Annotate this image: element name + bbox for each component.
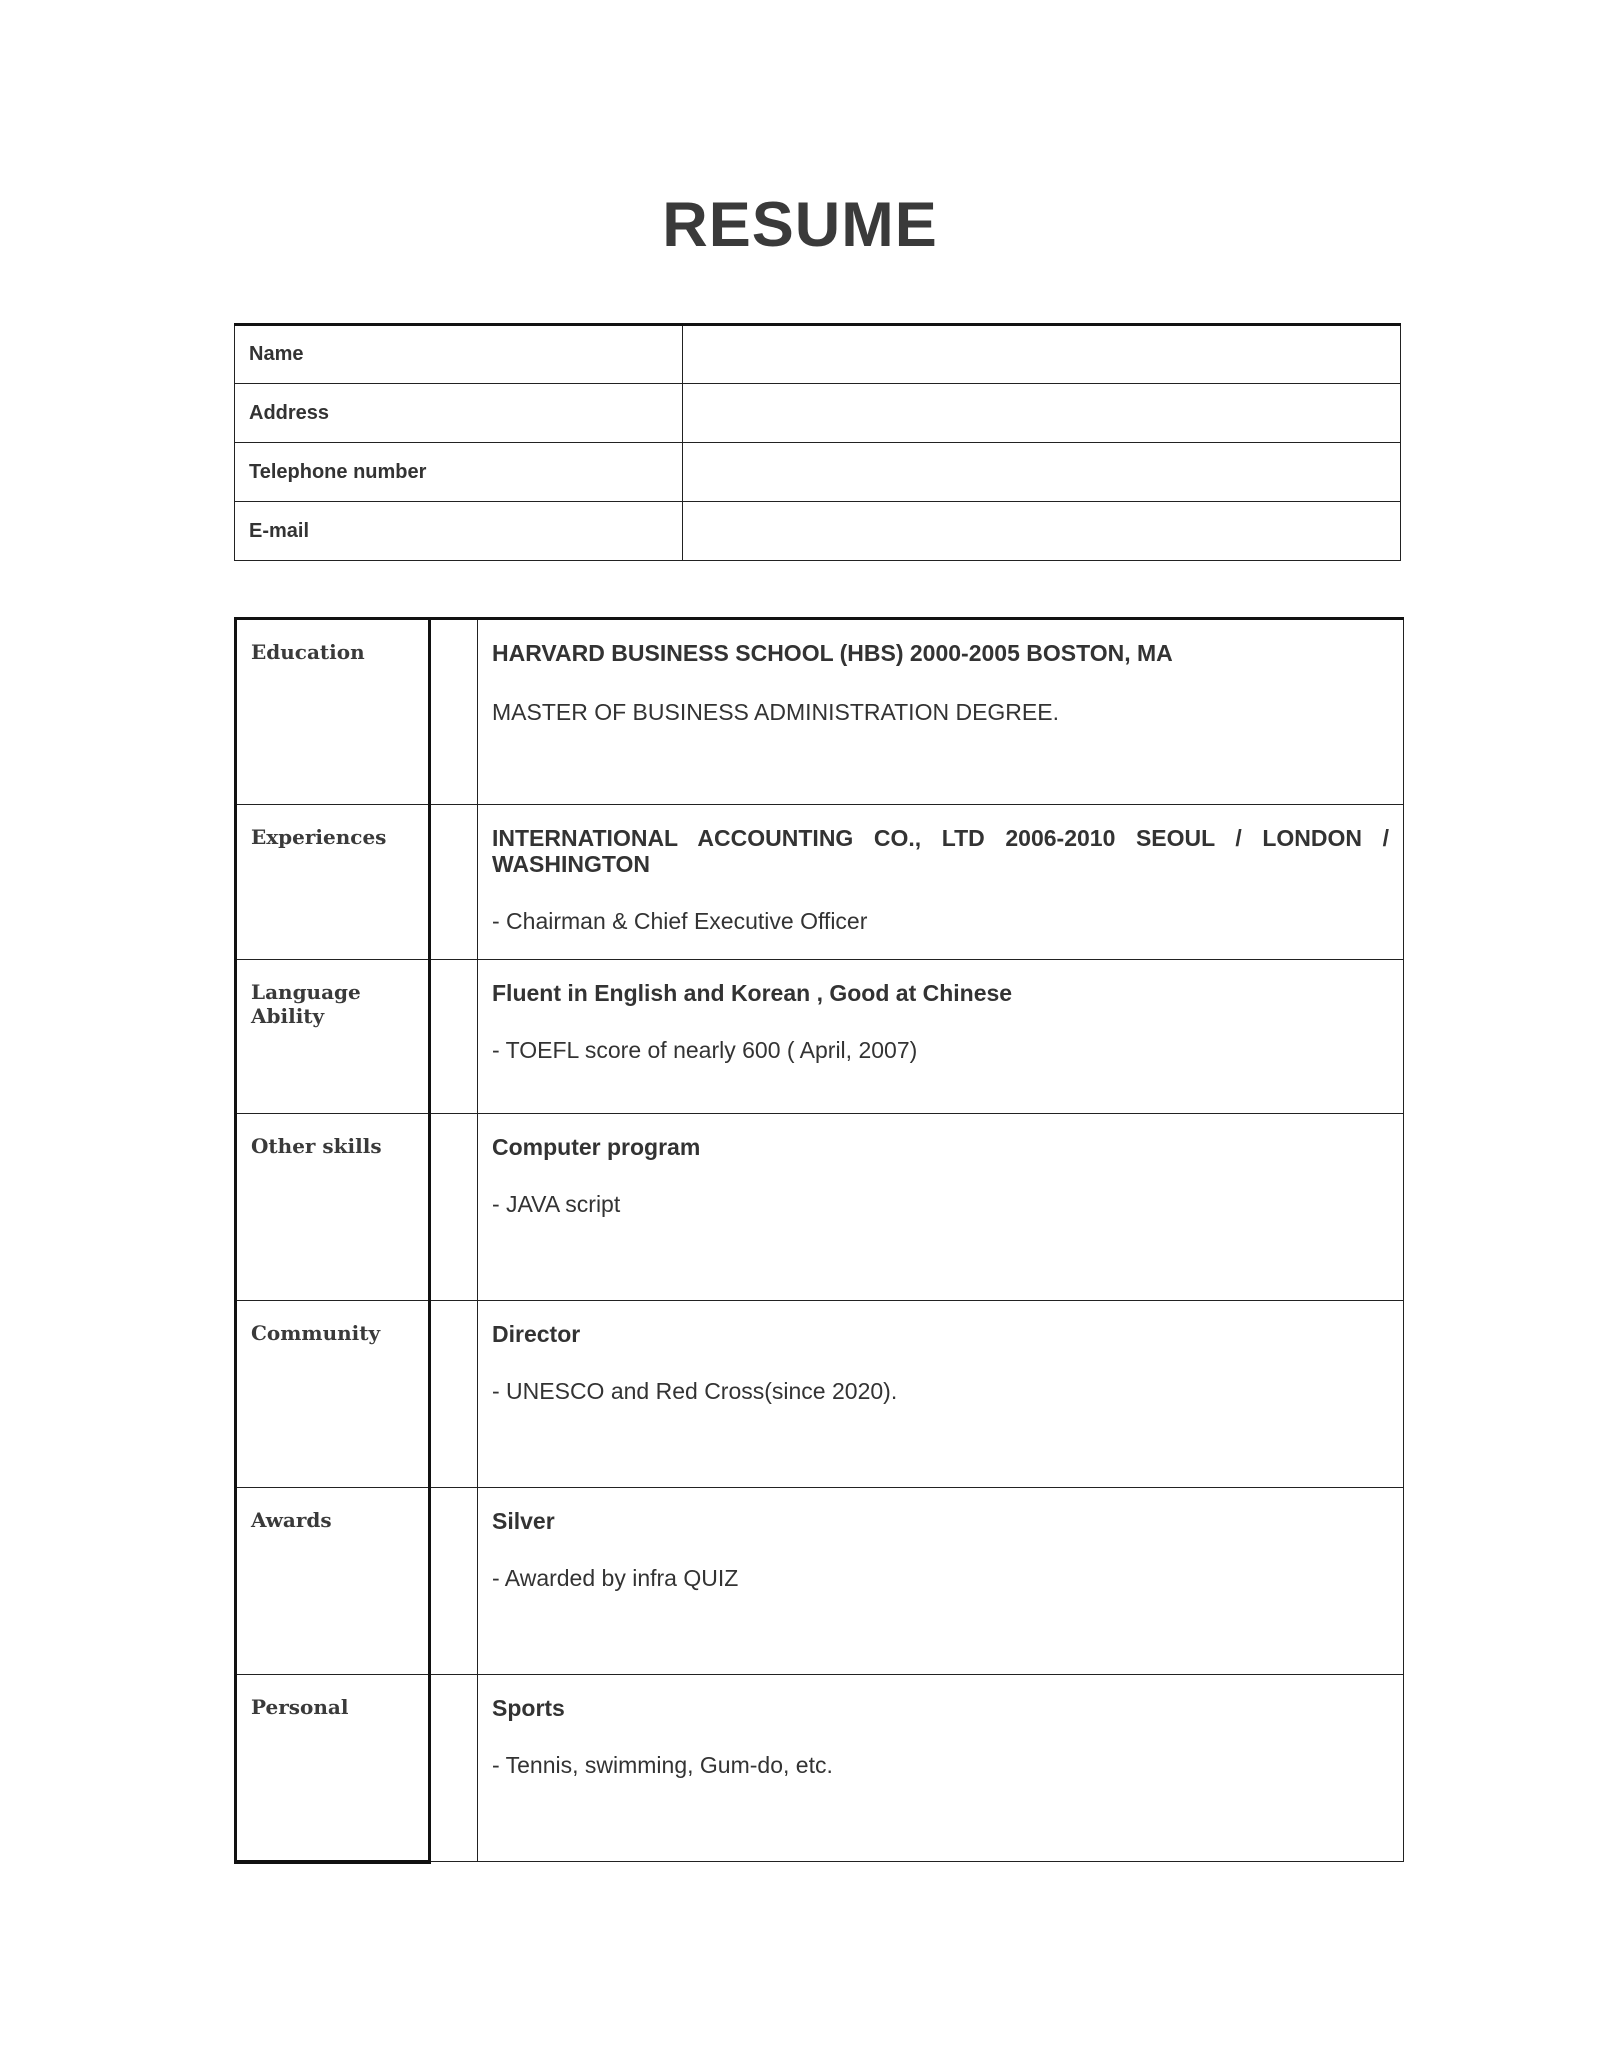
section-heading: Silver	[492, 1508, 555, 1534]
telephone-label: Telephone number	[235, 443, 683, 502]
info-row-address	[235, 384, 1401, 443]
section-spacer	[430, 805, 478, 960]
section-awards	[236, 1488, 1404, 1675]
section-content	[478, 619, 1404, 805]
section-detail: - Chairman & Chief Executive Officer	[492, 908, 868, 934]
section-heading: Sports	[492, 1695, 565, 1721]
section-spacer	[430, 619, 478, 805]
resume-sections-table	[234, 617, 1404, 1864]
section-label: Community	[236, 1301, 430, 1488]
info-row-telephone	[235, 443, 1401, 502]
email-label: E-mail	[235, 502, 683, 561]
section-community	[236, 1301, 1404, 1488]
section-label: Language Ability	[236, 960, 430, 1114]
section-other-skills	[236, 1114, 1404, 1301]
section-detail: - UNESCO and Red Cross(since 2020).	[492, 1378, 898, 1404]
info-row-name	[235, 325, 1401, 384]
section-heading: Director	[492, 1321, 581, 1347]
section-label: Education	[236, 619, 430, 805]
section-content	[478, 1488, 1404, 1675]
section-detail: - TOEFL score of nearly 600 ( April, 2007)	[492, 1037, 918, 1063]
section-spacer	[430, 1301, 478, 1488]
section-label: Personal	[236, 1675, 430, 1862]
section-education	[236, 619, 1404, 805]
section-label: Other skills	[236, 1114, 430, 1301]
section-content	[478, 1301, 1404, 1488]
section-personal	[236, 1675, 1404, 1862]
section-spacer	[430, 960, 478, 1114]
section-content	[478, 1675, 1404, 1862]
section-detail: - Awarded by infra QUIZ	[492, 1565, 739, 1591]
section-heading: INTERNATIONAL ACCOUNTING CO., LTD 2006-2010 SEOUL / LONDON / WASHINGTON	[492, 825, 1389, 877]
section-heading: HARVARD BUSINESS SCHOOL (HBS) 2000-2005 BOSTON, MA	[492, 640, 1173, 666]
section-content	[478, 1114, 1404, 1301]
section-experiences	[236, 805, 1404, 960]
section-spacer	[430, 1488, 478, 1675]
email-value[interactable]	[683, 502, 1401, 561]
name-value[interactable]	[683, 325, 1401, 384]
section-detail: - JAVA script	[492, 1191, 621, 1217]
section-label: Experiences	[236, 805, 430, 960]
personal-info-table	[234, 323, 1401, 561]
section-content	[478, 805, 1404, 960]
section-content	[478, 960, 1404, 1114]
section-spacer	[430, 1114, 478, 1301]
section-heading: Computer program	[492, 1134, 701, 1160]
section-detail: MASTER OF BUSINESS ADMINISTRATION DEGREE.	[492, 699, 1059, 725]
section-label: Awards	[236, 1488, 430, 1675]
section-spacer	[430, 1675, 478, 1862]
page-title: RESUME	[662, 190, 938, 260]
name-label: Name	[235, 325, 683, 384]
section-heading: Fluent in English and Korean , Good at Chinese	[492, 980, 1013, 1006]
section-detail: - Tennis, swimming, Gum-do, etc.	[492, 1752, 833, 1778]
address-label: Address	[235, 384, 683, 443]
address-value[interactable]	[683, 384, 1401, 443]
section-language-ability	[236, 960, 1404, 1114]
telephone-value[interactable]	[683, 443, 1401, 502]
info-row-email	[235, 502, 1401, 561]
